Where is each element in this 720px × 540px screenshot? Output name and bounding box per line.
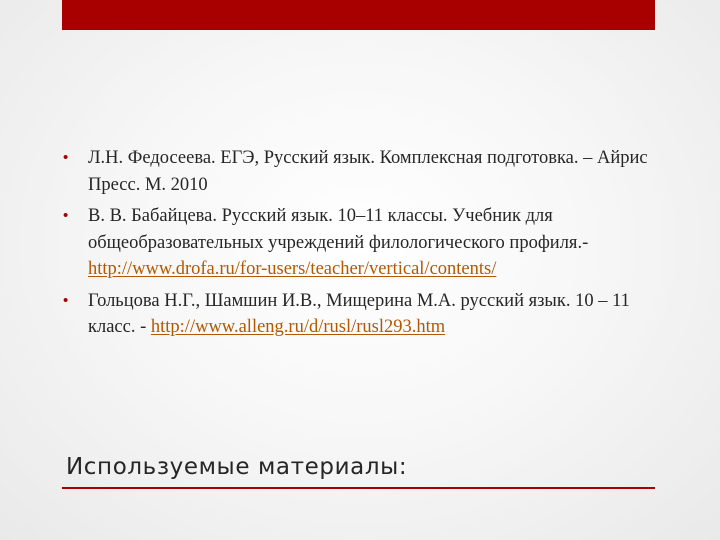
top-accent-band bbox=[62, 0, 655, 30]
bullet-icon: • bbox=[63, 149, 69, 166]
reference-text: В. В. Бабайцева. Русский язык. 10–11 классы. Учебник для общеобразовательных учреждений филологического профиля.- bbox=[88, 206, 589, 253]
list-item bbox=[62, 288, 662, 341]
page-title: Используемые материалы: bbox=[66, 454, 408, 480]
reference-text: Л.Н. Федосеева. ЕГЭ, Русский язык. Комплексная подготовка. – Айрис Пресс. М. 2010 bbox=[88, 148, 648, 195]
list-item bbox=[62, 145, 662, 198]
title-underline bbox=[62, 487, 655, 489]
references-list bbox=[62, 145, 662, 346]
reference-link[interactable]: http://www.drofa.ru/for-users/teacher/vertical/contents/ bbox=[88, 259, 497, 279]
bullet-icon: • bbox=[63, 207, 69, 224]
bullet-icon: • bbox=[63, 291, 69, 309]
reference-text: Гольцова Н.Г., Шамшин И.В., Мищерина М.А. русский язык. 10 – 11 класс. - bbox=[88, 290, 630, 337]
list-item bbox=[62, 203, 662, 283]
reference-link[interactable]: http://www.alleng.ru/d/rusl/rusl293.htm bbox=[150, 317, 446, 337]
